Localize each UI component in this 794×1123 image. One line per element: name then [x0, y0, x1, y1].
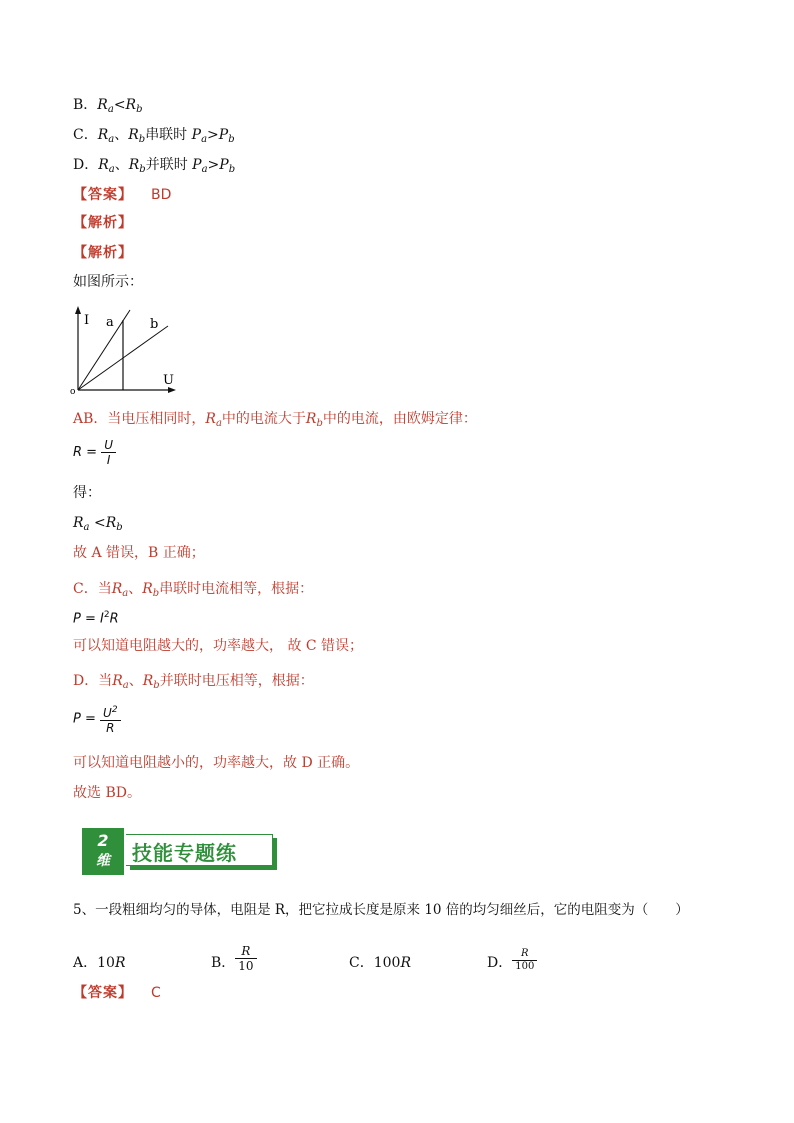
y-label: I	[84, 313, 90, 328]
x-label: U	[163, 373, 174, 388]
denominator: 10	[238, 959, 254, 973]
numerator	[100, 703, 121, 721]
answer-row-2	[73, 983, 161, 1003]
as-shown-text: 如图所示：	[73, 274, 143, 290]
d-analysis	[73, 671, 314, 696]
numerator: U	[101, 438, 116, 453]
sub-a: a	[201, 134, 208, 145]
var-p: P	[218, 127, 229, 143]
section-banner	[82, 828, 277, 875]
separator: 、	[114, 157, 129, 173]
ab-analysis	[73, 409, 477, 434]
option-value: 100	[373, 955, 401, 971]
option-label: C．	[73, 127, 98, 143]
line-a-label: a	[106, 315, 114, 330]
sub-a: a	[201, 164, 208, 175]
answer-value: C	[151, 985, 161, 1001]
sub-a: a	[108, 134, 115, 145]
sub-a: a	[122, 588, 129, 599]
var-p: P	[191, 127, 202, 143]
c-analysis	[73, 579, 313, 604]
analysis-heading: 【解析】	[73, 215, 133, 231]
separator: 、	[128, 673, 143, 689]
q5-option-c	[349, 953, 411, 973]
fraction	[512, 948, 537, 973]
analysis-heading: 【解析】	[73, 245, 133, 261]
sub-a: a	[108, 164, 115, 175]
sub-b: b	[228, 134, 235, 145]
formula-lhs: R =	[73, 445, 98, 460]
power-formula-1	[73, 610, 119, 626]
iu-graph	[68, 304, 180, 396]
denominator: R	[106, 721, 115, 735]
lt-sign: <	[113, 97, 126, 113]
origin-label: o	[70, 387, 76, 396]
ohm-formula	[73, 438, 116, 467]
var-r: R	[400, 955, 411, 971]
d-conclusion: 可以知道电阻越小的，功率越大，故 D 正确。	[73, 755, 360, 771]
option-label: B．	[211, 955, 236, 971]
var-r: R	[114, 955, 126, 971]
exponent: 2	[103, 610, 110, 620]
sub-a: a	[122, 680, 129, 691]
option-b	[73, 95, 143, 120]
q5-option-b	[211, 932, 257, 973]
ab-text-post: 中的电流，由欧姆定律：	[322, 411, 477, 427]
y-axis-arrow	[75, 306, 81, 314]
c-text-pre: C．当	[73, 581, 112, 597]
gt-sign: >	[207, 157, 220, 173]
sub-b: b	[152, 588, 160, 599]
banner-title: 技能专题练	[132, 841, 237, 865]
option-d	[73, 155, 235, 180]
q5-option-d	[487, 936, 537, 973]
lt-sign: <	[89, 515, 106, 531]
answer-tag: 【答案】	[73, 187, 133, 203]
banner-badge	[82, 828, 124, 875]
var-r: R	[112, 673, 123, 689]
var-r: R	[142, 581, 153, 597]
gt-sign: >	[207, 127, 219, 143]
var-r: R	[125, 97, 137, 113]
banner-number: 2	[97, 831, 109, 850]
exponent: 2	[111, 705, 118, 715]
numerator: R	[512, 948, 537, 961]
sub-b: b	[228, 164, 236, 175]
var-r: R	[97, 127, 109, 143]
var-r: R	[128, 127, 139, 143]
answer-tag: 【答案】	[73, 985, 133, 1001]
answer-row	[73, 185, 171, 205]
sub-a: a	[215, 418, 222, 429]
separator: 、	[114, 127, 129, 143]
ab-text-pre: AB．当电压相同时，	[73, 411, 206, 427]
question-5: 5、一段粗细均匀的导体，电阻是 R，把它拉成长度是原来 10 倍的均匀细丝后，它的电阻变为（ ）	[73, 902, 689, 918]
var-r: R	[105, 515, 117, 531]
option-label: D．	[73, 157, 99, 173]
formula-lhs: P = I	[73, 611, 104, 627]
line-b-label: b	[150, 317, 159, 332]
sub-b: b	[153, 680, 160, 691]
c-text-post: 串联时电流相等，根据：	[159, 581, 314, 597]
option-text: 串联时	[145, 127, 192, 143]
denominator: I	[106, 453, 111, 467]
banner-word: 维	[96, 853, 110, 869]
option-label: C．	[349, 955, 374, 971]
sub-b: b	[316, 418, 323, 429]
ab-text-mid: 中的电流大于	[221, 411, 306, 427]
denominator: 100	[515, 961, 535, 972]
d-text-post: 并联时电压相等，根据：	[159, 673, 314, 689]
numerator: R	[235, 944, 256, 959]
option-c	[73, 125, 235, 150]
sub-b: b	[136, 104, 143, 115]
var-r: R	[142, 673, 154, 689]
answer-value: BD	[151, 187, 172, 203]
formula-lhs: P =	[73, 711, 96, 727]
sub-b: b	[139, 164, 146, 175]
c-conclusion: 可以知道电阻越大的，功率越大， 故 C 错误；	[73, 638, 364, 654]
fraction	[235, 944, 256, 973]
final-choice: 故选 BD。	[73, 785, 141, 801]
option-text: 并联时	[145, 157, 193, 173]
num-var: U	[103, 706, 112, 720]
var-r: R	[73, 515, 84, 531]
option-value: 10	[97, 955, 115, 971]
var-r: R	[128, 157, 140, 173]
power-formula-2	[73, 703, 121, 735]
sub-a: a	[83, 522, 90, 533]
q5-option-a	[73, 953, 126, 973]
var-r: R	[205, 411, 216, 427]
fraction	[101, 438, 116, 467]
sub-b: b	[138, 134, 146, 145]
sub-a: a	[107, 104, 114, 115]
sub-b: b	[116, 522, 123, 533]
fraction	[100, 703, 121, 735]
var-p: P	[219, 157, 229, 173]
separator: 、	[128, 581, 143, 597]
formula-rhs: R	[109, 611, 119, 627]
result-formula	[73, 513, 123, 538]
option-label: D．	[487, 955, 513, 971]
banner-title-box	[126, 834, 273, 866]
var-r: R	[305, 411, 317, 427]
var-r: R	[98, 157, 109, 173]
d-text-pre: D．当	[73, 673, 113, 689]
var-p: P	[192, 157, 202, 173]
var-r: R	[111, 581, 123, 597]
de-text: 得：	[73, 485, 101, 501]
conclusion-ab: 故 A 错误，B 正确；	[73, 545, 205, 561]
option-label: A．	[73, 955, 98, 971]
option-label: B．	[73, 97, 98, 113]
var-r: R	[97, 97, 108, 113]
